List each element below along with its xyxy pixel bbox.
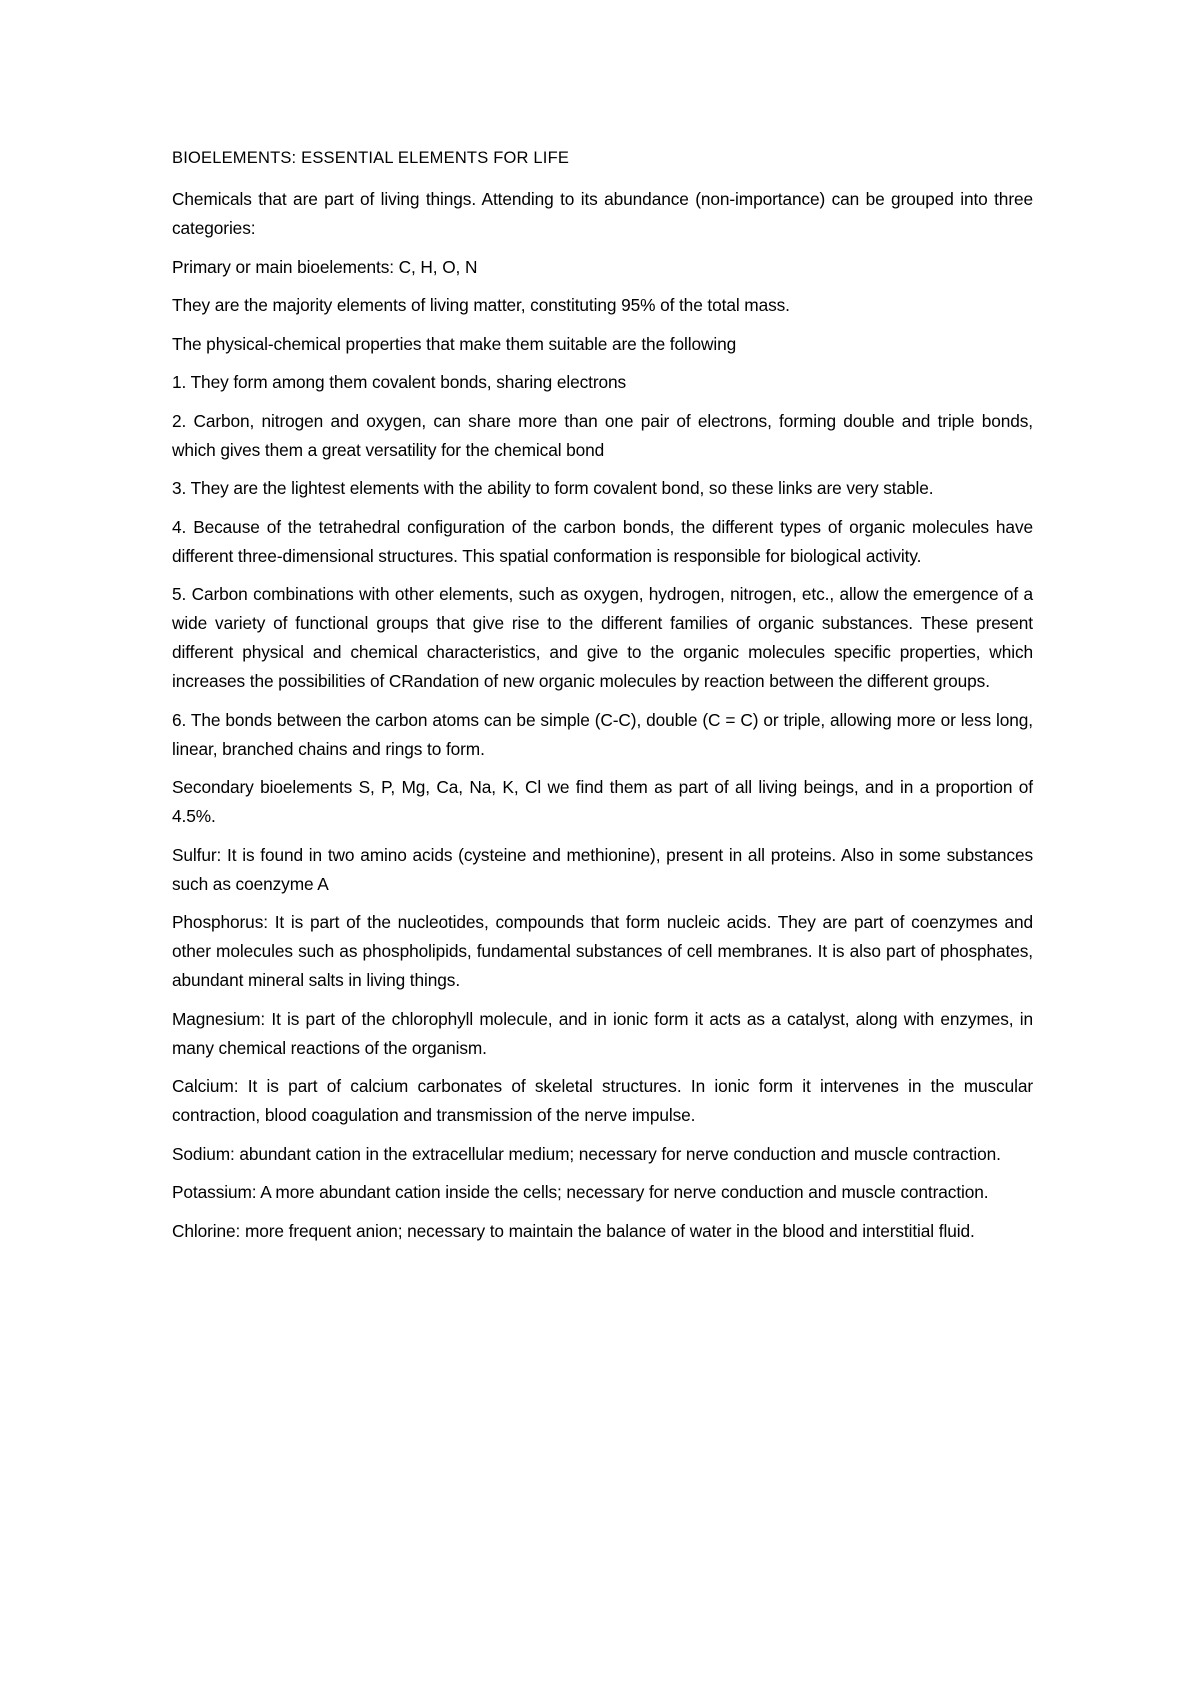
document-page (172, 144, 1033, 1255)
paragraph-property-1: 1. They form among them covalent bonds, sharing electrons (172, 372, 627, 392)
paragraph-property-4: 4. Because of the tetrahedral configuration of the carbon bonds, the different types of organic molecules have different three-dimensional structures. This spatial conformation is responsible for biological activity. (172, 516, 1033, 566)
paragraph-majority-elements: They are the majority elements of living matter, constituting 95% of the total mass. (172, 295, 790, 315)
paragraph-magnesium: Magnesium: It is part of the chlorophyll molecule, and in ionic form it acts as a catalyst, along with enzymes, in many chemical reactions of the organism. (172, 1008, 1033, 1058)
paragraph-primary-bioelements: Primary or main bioelements: C, H, O, N (172, 256, 478, 277)
document-title: BIOELEMENTS: ESSENTIAL ELEMENTS FOR LIFE (172, 149, 570, 167)
paragraph-chlorine: Chlorine: more frequent anion; necessary to maintain the balance of water in the blood and interstitial fluid. (172, 1220, 975, 1241)
paragraph-sulfur: Sulfur: It is found in two amino acids (cysteine and methionine), present in all proteins. Also in some substances such as coenzyme A (172, 844, 1033, 894)
paragraph-properties-intro: The physical-chemical properties that make them suitable are the following (172, 333, 737, 354)
paragraph-property-3: 3. They are the lightest elements with the ability to form covalent bond, so these links are very stable. (172, 478, 934, 498)
paragraph-sodium: Sodium: abundant cation in the extracellular medium; necessary for nerve conduction and muscle contraction. (172, 1143, 1001, 1164)
paragraph-property-5: 5. Carbon combinations with other elements, such as oxygen, hydrogen, nitrogen, etc., allow the emergence of a wide variety of functional groups that give rise to the different families of organic substances. These present different physical and chemical characteristics, and give to the organic molecules specific properties, which increases the possibilities of CRandation of new organic molecules by reaction between the different groups. (172, 584, 1033, 691)
paragraph-phosphorus: Phosphorus: It is part of the nucleotides, compounds that form nucleic acids. They are part of coenzymes and other molecules such as phospholipids, fundamental substances of cell membranes. It is also part of phosphates, abundant mineral salts in living things. (172, 912, 1033, 990)
paragraph-property-2: 2. Carbon, nitrogen and oxygen, can share more than one pair of electrons, forming double and triple bonds, which gives them a great versatility for the chemical bond (172, 410, 1033, 460)
paragraph-potassium: Potassium: A more abundant cation inside the cells; necessary for nerve conduction and muscle contraction. (172, 1182, 989, 1202)
paragraph-property-6: 6. The bonds between the carbon atoms can be simple (C-C), double (C = C) or triple, allowing more or less long, linear, branched chains and rings to form. (172, 709, 1033, 759)
paragraph-secondary-bioelements: Secondary bioelements S, P, Mg, Ca, Na, K, Cl we find them as part of all living beings, and in a proportion of 4.5%. (172, 777, 1033, 826)
paragraph-intro: Chemicals that are part of living things. Attending to its abundance (non-importance) can be grouped into three categories: (172, 189, 1033, 238)
paragraph-calcium: Calcium: It is part of calcium carbonates of skeletal structures. In ionic form it intervenes in the muscular contraction, blood coagulation and transmission of the nerve impulse. (172, 1076, 1033, 1125)
